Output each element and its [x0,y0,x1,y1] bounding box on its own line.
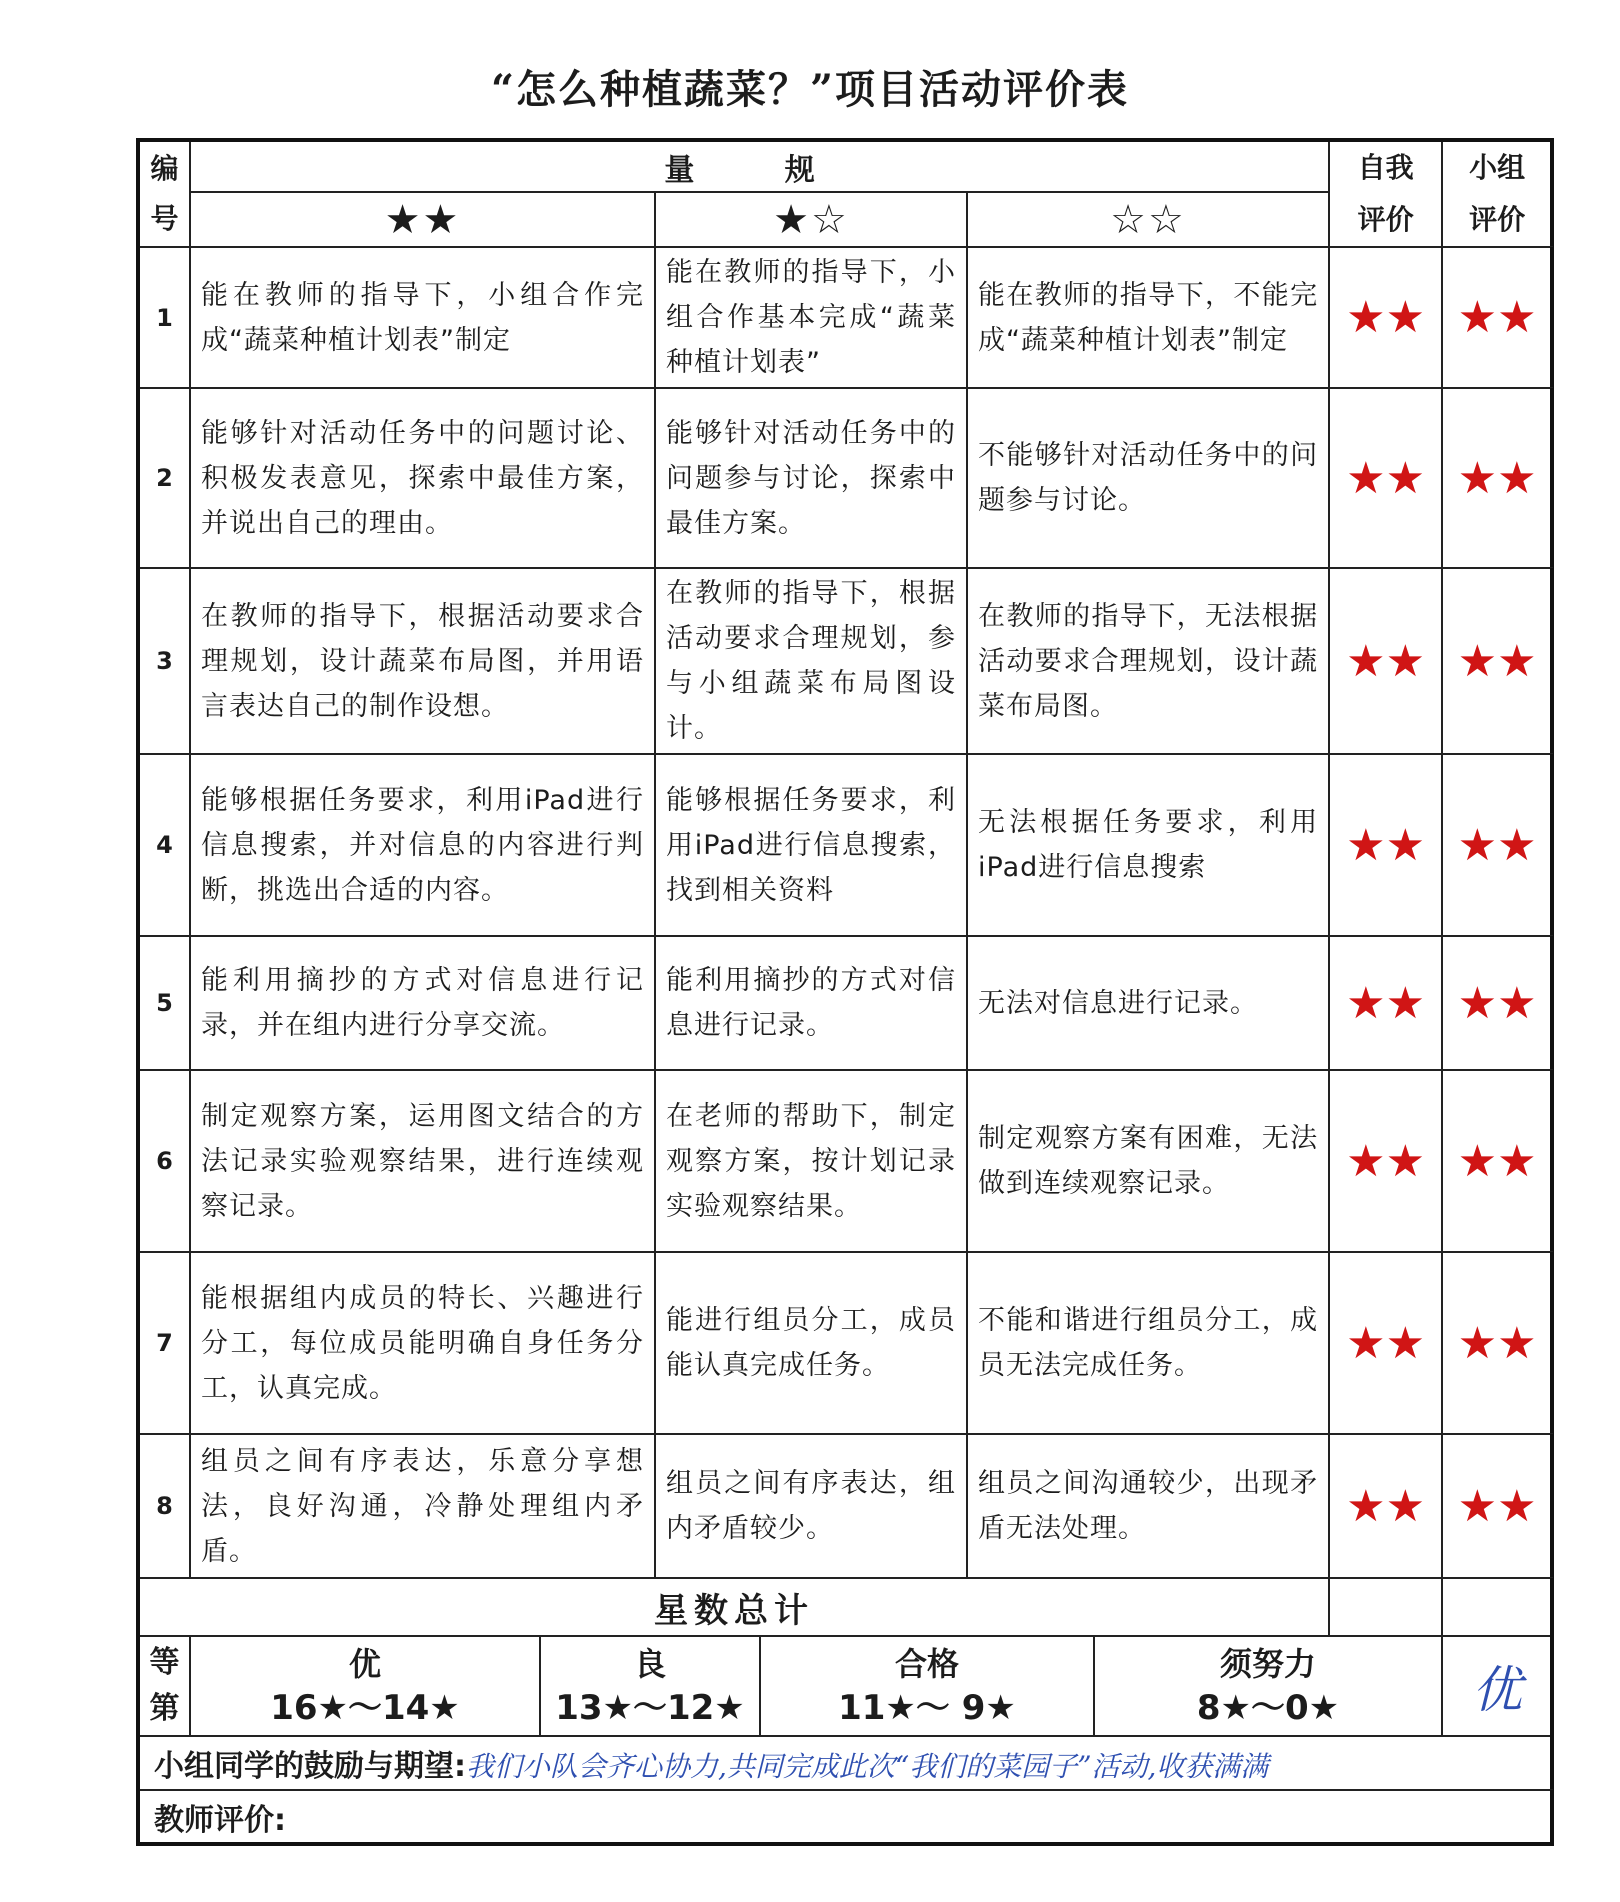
grade-range: 8★～0★ [1196,1688,1340,1728]
self-rating: ★★ [1329,1434,1442,1578]
criteria-zero-stars: 不能够针对活动任务中的问题参与讨论。 [967,388,1329,568]
self-rating: ★★ [1329,936,1442,1070]
criteria-one-star: 能利用摘抄的方式对信息进行记录。 [655,936,967,1070]
criteria-two-stars: 组员之间有序表达，乐意分享想法，良好沟通，冷静处理组内矛盾。 [190,1434,655,1578]
group-rating: ★★ [1442,1070,1552,1252]
group-rating: ★★ [1442,1252,1552,1434]
group-rating: ★★ [1442,388,1552,568]
level-one-star-header: ★☆ [655,192,967,247]
row-number: 3 [138,568,190,754]
criteria-one-star: 能在教师的指导下，小组合作基本完成“蔬菜种植计划表” [655,247,967,388]
self-rating: ★★ [1329,754,1442,936]
grade-cell [190,1636,540,1736]
page-title: “怎么种植蔬菜？”项目活动评价表 [490,66,1129,113]
total-row [138,1578,1552,1636]
evaluation-table [136,138,1554,1846]
grade-range: 13★～12★ [555,1688,745,1728]
grade-range: 16★～14★ [270,1688,460,1728]
grade-label-top: 等 [149,1645,180,1680]
criteria-row [138,754,1552,936]
grade-cell [540,1636,760,1736]
grade-name: 须努力 [1220,1645,1317,1683]
encouragement-handwritten-text: 我们小队会齐心协力,共同完成此次“我们的菜园子”活动,收获满满 [466,1750,1269,1783]
criteria-zero-stars: 制定观察方案有困难，无法做到连续观察记录。 [967,1070,1329,1252]
group-eval-header: 小组 评价 [1442,140,1552,247]
row-number: 8 [138,1434,190,1578]
criteria-zero-stars: 不能和谐进行组员分工，成员无法完成任务。 [967,1252,1329,1434]
grade-cell [760,1636,1094,1736]
row-number: 4 [138,754,190,936]
encouragement-row-cell [138,1736,1552,1790]
grade-label-bottom: 第 [149,1691,180,1726]
criteria-zero-stars: 无法根据任务要求，利用iPad进行信息搜索 [967,754,1329,936]
self-rating: ★★ [1329,1252,1442,1434]
criteria-two-stars: 在教师的指导下，根据活动要求合理规划，设计蔬菜布局图，并用语言表达自己的制作设想。 [190,568,655,754]
star-total-label: 星数总计 [138,1578,1329,1636]
criteria-two-stars: 能够针对活动任务中的问题讨论、积极发表意见，探索中最佳方案，并说出自己的理由。 [190,388,655,568]
teacher-row-cell [138,1790,1552,1844]
grade-cell [1094,1636,1442,1736]
grade-name: 合格 [894,1645,959,1683]
criteria-one-star: 能够根据任务要求，利用iPad进行信息搜索，找到相关资料 [655,754,967,936]
level-two-stars-header: ★★ [190,192,655,247]
criteria-zero-stars: 无法对信息进行记录。 [967,936,1329,1070]
criteria-row [138,1252,1552,1434]
row-number: 7 [138,1252,190,1434]
self-rating: ★★ [1329,568,1442,754]
encouragement-row [138,1736,1552,1790]
level-zero-stars-header: ☆☆ [967,192,1329,247]
grade-range: 11★～ 9★ [838,1688,1016,1728]
row-number: 1 [138,247,190,388]
criteria-two-stars: 能在教师的指导下，小组合作完成“蔬菜种植计划表”制定 [190,247,655,388]
self-grade-result: 优 [1442,1636,1552,1736]
row-number: 6 [138,1070,190,1252]
header-row-1 [138,140,1552,192]
number-header: 编 号 [138,140,190,247]
criteria-row [138,568,1552,754]
criteria-two-stars: 制定观察方案，运用图文结合的方法记录实验观察结果，进行连续观察记录。 [190,1070,655,1252]
group-rating: ★★ [1442,568,1552,754]
criteria-one-star: 在教师的指导下，根据活动要求合理规划，参与小组蔬菜布局图设计。 [655,568,967,754]
group-rating: ★★ [1442,247,1552,388]
criteria-row [138,1434,1552,1578]
grade-name: 良 [633,1645,666,1683]
row-number: 5 [138,936,190,1070]
criteria-zero-stars: 能在教师的指导下，不能完成“蔬菜种植计划表”制定 [967,247,1329,388]
self-eval-header: 自我 评价 [1329,140,1442,247]
grade-name: 优 [348,1645,381,1683]
criteria-two-stars: 能够根据任务要求，利用iPad进行信息搜索，并对信息的内容进行判断，挑选出合适的内容。 [190,754,655,936]
criteria-one-star: 在老师的帮助下，制定观察方案，按计划记录实验观察结果。 [655,1070,967,1252]
group-rating: ★★ [1442,936,1552,1070]
criteria-two-stars: 能利用摘抄的方式对信息进行记录，并在组内进行分享交流。 [190,936,655,1070]
group-rating: ★★ [1442,754,1552,936]
criteria-row [138,1070,1552,1252]
criteria-two-stars: 能根据组内成员的特长、兴趣进行分工，每位成员能明确自身任务分工，认真完成。 [190,1252,655,1434]
teacher-row [138,1790,1552,1844]
criteria-one-star: 组员之间有序表达，组内矛盾较少。 [655,1434,967,1578]
self-total-cell [1329,1578,1442,1636]
rubric-header: 量 规 [190,140,1329,192]
criteria-row [138,936,1552,1070]
criteria-zero-stars: 组员之间沟通较少，出现矛盾无法处理。 [967,1434,1329,1578]
self-rating: ★★ [1329,247,1442,388]
self-rating: ★★ [1329,388,1442,568]
group-total-cell [1442,1578,1552,1636]
encouragement-label: 小组同学的鼓励与期望: [154,1749,466,1784]
teacher-label: 教师评价: [154,1802,286,1838]
criteria-one-star: 能够针对活动任务中的问题参与讨论，探索中最佳方案。 [655,388,967,568]
group-rating: ★★ [1442,1434,1552,1578]
criteria-zero-stars: 在教师的指导下，无法根据活动要求合理规划，设计蔬菜布局图。 [967,568,1329,754]
grade-row [138,1636,1552,1736]
criteria-one-star: 能进行组员分工，成员能认真完成任务。 [655,1252,967,1434]
self-rating: ★★ [1329,1070,1442,1252]
row-number: 2 [138,388,190,568]
grade-label [138,1636,190,1736]
criteria-row [138,388,1552,568]
criteria-row [138,247,1552,388]
